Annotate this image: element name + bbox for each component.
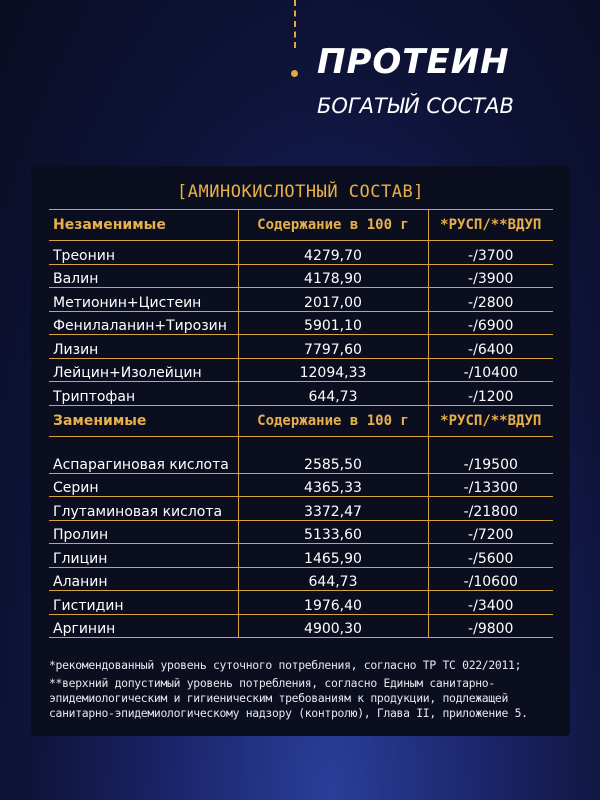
table-row xyxy=(49,436,553,473)
amino-acid-content: 12094,33 xyxy=(238,358,428,382)
table-row xyxy=(49,520,553,544)
amino-acid-norm: -/7200 xyxy=(428,520,553,544)
decorative-dot xyxy=(291,70,298,77)
amino-acid-name: Треонин xyxy=(49,241,238,265)
table-row xyxy=(49,591,553,615)
amino-acid-norm: -/3900 xyxy=(428,264,553,288)
column-header-norm: *РУСП/**ВДУП xyxy=(428,210,553,241)
amino-acid-norm: -/3400 xyxy=(428,591,553,615)
table-row xyxy=(49,473,553,497)
footnote-rusp: *рекомендованный уровень суточного потребления, согласно ТР ТС 022/2011; xyxy=(49,658,522,672)
table-title: [АМИНОКИСЛОТНЫЙ СОСТАВ] xyxy=(177,182,424,202)
amino-acid-norm: -/10400 xyxy=(428,358,553,382)
amino-acid-norm: -/5600 xyxy=(428,544,553,568)
amino-acid-content: 2017,00 xyxy=(238,288,428,312)
section-title: Заменимые xyxy=(49,405,238,436)
table-section-header xyxy=(49,405,553,436)
amino-acid-content: 1976,40 xyxy=(238,591,428,615)
column-header-content: Содержание в 100 г xyxy=(238,210,428,241)
amino-acid-content: 4365,33 xyxy=(238,473,428,497)
table-row xyxy=(49,335,553,359)
table-row xyxy=(49,264,553,288)
footnote-vdup: **верхний допустимый уровень потребления, согласно Единым санитарно-эпидемиологическим и гигиеническим требованиям к продукции, подлежащей санитарно-эпидемиологическому надзору (контролю), Глава II, приложение 5. xyxy=(49,676,528,720)
amino-acid-norm: -/21800 xyxy=(428,497,553,521)
table-row xyxy=(49,241,553,265)
amino-acid-content: 1465,90 xyxy=(238,544,428,568)
section-title: Незаменимые xyxy=(49,210,238,241)
amino-acid-name: Глицин xyxy=(49,544,238,568)
amino-acid-name: Аспарагиновая кислота xyxy=(49,436,238,473)
amino-acid-content: 644,73 xyxy=(238,567,428,591)
column-header-content: Содержание в 100 г xyxy=(238,405,428,436)
amino-acid-name: Пролин xyxy=(49,520,238,544)
amino-acid-content: 644,73 xyxy=(238,382,428,406)
amino-acid-name: Лизин xyxy=(49,335,238,359)
amino-acid-content: 5901,10 xyxy=(238,311,428,335)
amino-acid-name: Валин xyxy=(49,264,238,288)
amino-acid-name: Аланин xyxy=(49,567,238,591)
decorative-dashed-line xyxy=(294,0,296,48)
amino-acid-content: 5133,60 xyxy=(238,520,428,544)
amino-acid-content: 2585,50 xyxy=(238,436,428,473)
amino-acid-norm: -/2800 xyxy=(428,288,553,312)
table-row xyxy=(49,288,553,312)
column-header-norm: *РУСП/**ВДУП xyxy=(428,405,553,436)
amino-acid-name: Метионин+Цистеин xyxy=(49,288,238,312)
amino-acid-norm: -/6400 xyxy=(428,335,553,359)
amino-acid-name: Гистидин xyxy=(49,591,238,615)
table-row xyxy=(49,311,553,335)
amino-acid-name: Триптофан xyxy=(49,382,238,406)
amino-acid-name: Фенилаланин+Тирозин xyxy=(49,311,238,335)
amino-acid-content: 4900,30 xyxy=(238,614,428,638)
amino-acid-norm: -/1200 xyxy=(428,382,553,406)
amino-acid-name: Серин xyxy=(49,473,238,497)
table-row xyxy=(49,567,553,591)
amino-acid-content: 3372,47 xyxy=(238,497,428,521)
amino-acid-card xyxy=(31,166,570,736)
table-row xyxy=(49,358,553,382)
amino-acid-norm: -/10600 xyxy=(428,567,553,591)
table-section-header xyxy=(49,210,553,241)
footnotes xyxy=(49,658,559,724)
amino-acid-content: 4279,70 xyxy=(238,241,428,265)
amino-acid-name: Лейцин+Изолейцин xyxy=(49,358,238,382)
amino-acid-content: 4178,90 xyxy=(238,264,428,288)
page-title: ПРОТЕИН xyxy=(317,42,510,82)
amino-acid-norm: -/6900 xyxy=(428,311,553,335)
amino-acid-name: Аргинин xyxy=(49,614,238,638)
amino-acid-norm: -/9800 xyxy=(428,614,553,638)
table-row xyxy=(49,497,553,521)
amino-acid-content: 7797,60 xyxy=(238,335,428,359)
page-subtitle: БОГАТЫЙ СОСТАВ xyxy=(317,94,514,118)
amino-acid-name: Глутаминовая кислота xyxy=(49,497,238,521)
table-row xyxy=(49,382,553,406)
amino-acid-norm: -/19500 xyxy=(428,436,553,473)
table-row xyxy=(49,544,553,568)
amino-acid-table xyxy=(49,209,553,638)
amino-acid-norm: -/3700 xyxy=(428,241,553,265)
table-row xyxy=(49,614,553,638)
amino-acid-norm: -/13300 xyxy=(428,473,553,497)
